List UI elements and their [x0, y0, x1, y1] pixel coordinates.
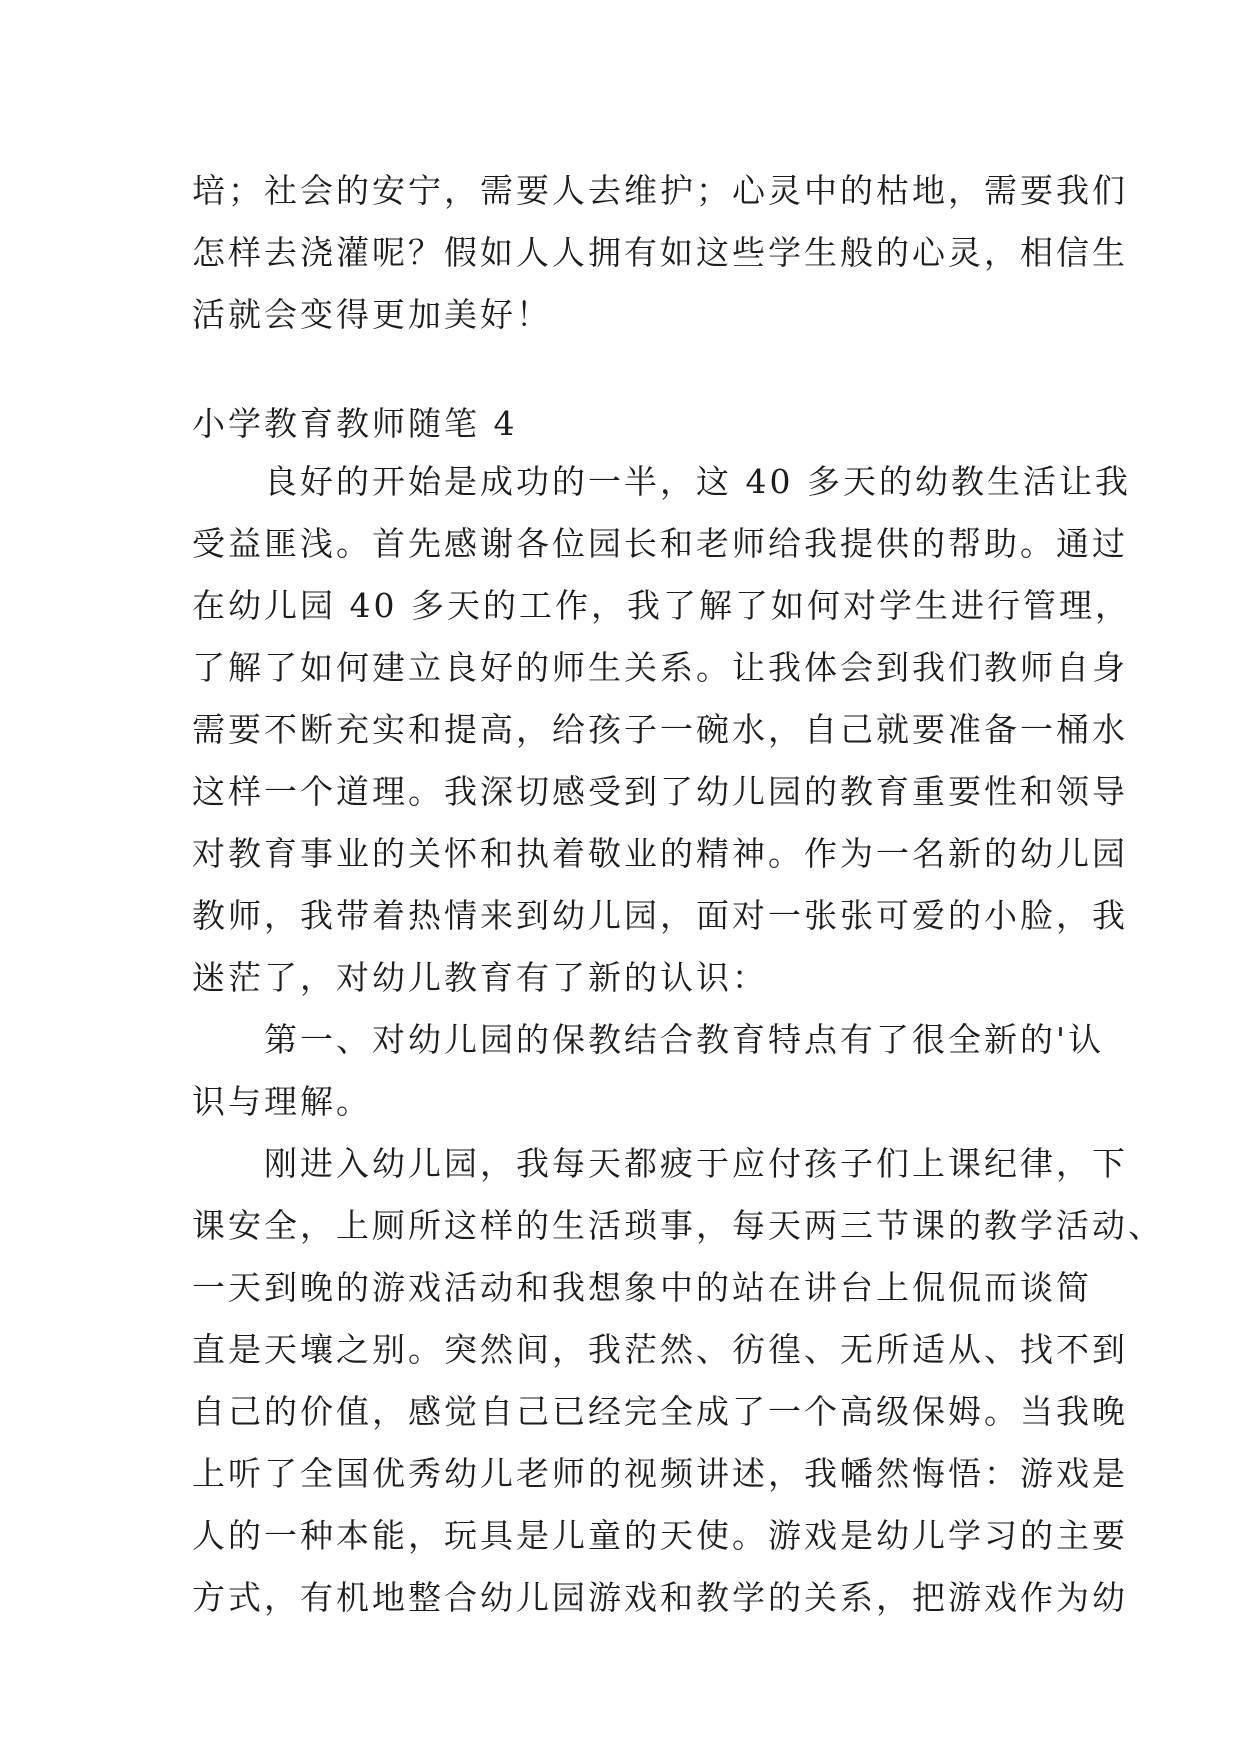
section-title-block	[192, 393, 1052, 455]
text-line: 刚进入幼儿园，我每天都疲于应付孩子们上课纪律，下	[192, 1144, 1128, 1183]
text-line: 直是天壤之别。突然间，我茫然、彷徨、无所适从、找不到	[192, 1330, 1128, 1369]
text-line: 自己的价值，感觉自己已经完全成了一个高级保姆。当我晚	[192, 1392, 1128, 1431]
text-line: 第一、对幼儿园的保教结合教育特点有了很全新的'认	[192, 1020, 1105, 1059]
text-line: 课安全，上厕所这样的生活琐事，每天两三节课的教学活动、	[192, 1206, 1164, 1245]
body-text	[192, 451, 1164, 1629]
text-line: 需要不断充实和提高，给孩子一碗水，自己就要准备一桶水	[192, 710, 1128, 749]
text-line: 在幼儿园 40 多天的工作，我了解了如何对学生进行管理，	[192, 586, 1131, 625]
text-line: 上听了全国优秀幼儿老师的视频讲述，我幡然悔悟：游戏是	[192, 1454, 1128, 1493]
intro-paragraph	[192, 160, 1128, 346]
text-line: 识与理解。	[192, 1082, 372, 1121]
text-line: 方式，有机地整合幼儿园游戏和教学的关系，把游戏作为幼	[192, 1578, 1128, 1617]
section-title: 小学教育教师随笔 4	[192, 404, 518, 443]
text-line: 了解了如何建立良好的师生关系。让我体会到我们教师自身	[192, 648, 1128, 687]
text-line: 迷茫了，对幼儿教育有了新的认识：	[192, 958, 768, 997]
text-line: 怎样去浇灌呢？假如人人拥有如这些学生般的心灵，相信生	[192, 233, 1128, 272]
text-line: 教师，我带着热情来到幼儿园，面对一张张可爱的小脸，我	[192, 896, 1128, 935]
text-line: 人的一种本能，玩具是儿童的天使。游戏是幼儿学习的主要	[192, 1516, 1128, 1555]
text-line: 受益匪浅。首先感谢各位园长和老师给我提供的帮助。通过	[192, 524, 1128, 563]
text-line: 良好的开始是成功的一半，这 40 多天的幼教生活让我	[192, 462, 1131, 501]
text-line: 培；社会的安宁，需要人去维护；心灵中的枯地，需要我们	[192, 171, 1128, 210]
text-line: 活就会变得更加美好！	[192, 295, 552, 334]
text-line: 对教育事业的关怀和执着敬业的精神。作为一名新的幼儿园	[192, 834, 1128, 873]
text-line: 一天到晚的游戏活动和我想象中的站在讲台上侃侃而谈简	[192, 1268, 1092, 1307]
text-line: 这样一个道理。我深切感受到了幼儿园的教育重要性和领导	[192, 772, 1128, 811]
